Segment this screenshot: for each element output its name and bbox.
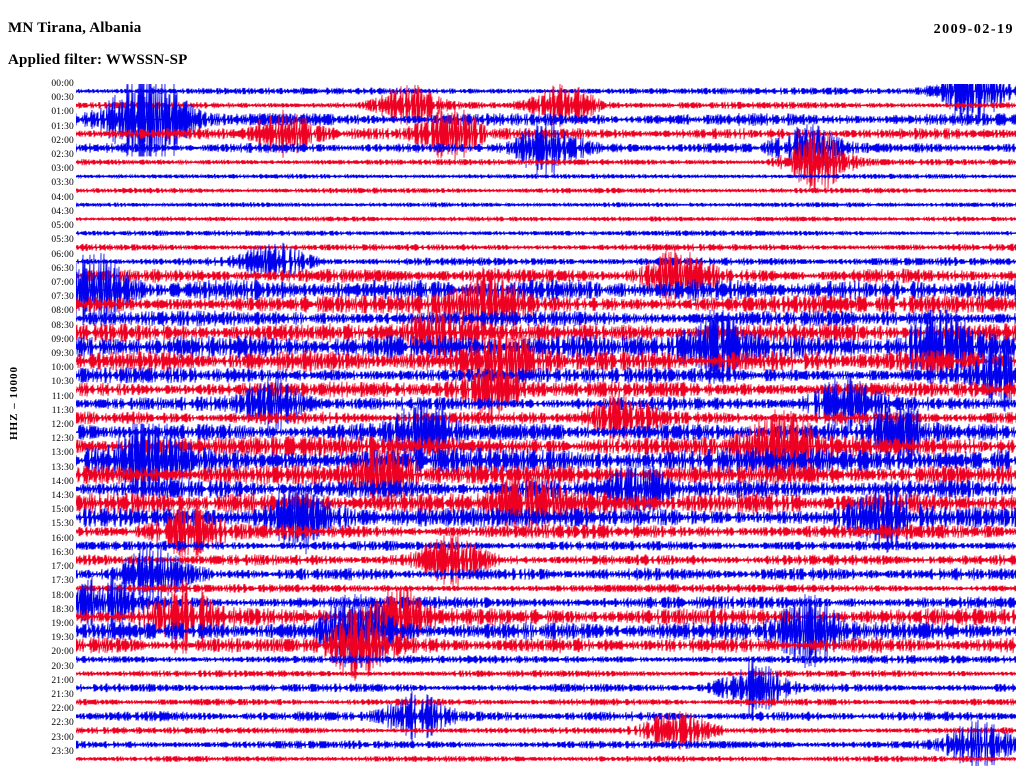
time-tick-label: 15:00: [51, 505, 74, 516]
time-tick-label: 06:30: [51, 263, 74, 274]
y-axis-label: [2, 364, 20, 440]
time-tick-label: 04:00: [51, 192, 74, 203]
time-tick-label: 23:00: [51, 732, 74, 743]
plot-date: 2009-02-19: [933, 22, 1014, 37]
time-tick-label: 16:30: [51, 547, 74, 558]
time-tick-label: 00:30: [51, 93, 74, 104]
time-tick-label: 07:30: [51, 292, 74, 303]
time-tick-label: 18:30: [51, 604, 74, 615]
time-tick-label: 01:00: [51, 107, 74, 118]
time-tick-label: 09:00: [51, 334, 74, 345]
time-tick-label: 05:00: [51, 221, 74, 232]
time-tick-label: 19:00: [51, 618, 74, 629]
time-axis-ticks: [24, 79, 74, 766]
time-tick-label: 22:30: [51, 718, 74, 729]
time-tick-label: 11:00: [51, 391, 74, 402]
time-tick-label: 01:30: [51, 121, 74, 132]
time-tick-label: 05:30: [51, 235, 74, 246]
time-tick-label: 03:00: [51, 164, 74, 175]
time-tick-label: 10:00: [51, 363, 74, 374]
time-tick-label: 17:00: [51, 562, 74, 573]
time-tick-label: 22:00: [51, 704, 74, 715]
time-tick-label: 13:30: [51, 462, 74, 473]
time-tick-label: 19:30: [51, 633, 74, 644]
time-tick-label: 00:00: [51, 79, 74, 89]
time-tick-label: 02:30: [51, 150, 74, 161]
time-tick-label: 06:00: [51, 249, 74, 260]
time-tick-label: 02:00: [51, 135, 74, 146]
time-tick-label: 17:30: [51, 576, 74, 587]
seismogram-traces: [76, 84, 1016, 766]
time-tick-label: 18:00: [51, 590, 74, 601]
time-tick-label: 13:00: [51, 448, 74, 459]
time-tick-label: 04:30: [51, 206, 74, 217]
helicorder-plot: [76, 84, 1016, 766]
time-tick-label: 09:30: [51, 348, 74, 359]
time-tick-label: 11:30: [51, 405, 74, 416]
time-tick-label: 12:00: [51, 420, 74, 430]
time-tick-label: 08:00: [51, 306, 74, 317]
time-tick-label: 16:00: [51, 533, 74, 544]
time-tick-label: 10:30: [51, 377, 74, 388]
time-tick-label: 15:30: [51, 519, 74, 530]
time-tick-label: 12:30: [51, 434, 74, 445]
time-tick-label: 14:00: [51, 476, 74, 487]
time-tick-label: 07:00: [51, 277, 74, 288]
time-tick-label: 20:30: [51, 661, 74, 672]
time-tick-label: 03:30: [51, 178, 74, 189]
page-title: MN Tirana, Albania: [8, 20, 142, 36]
time-tick-label: 14:30: [51, 491, 74, 502]
time-tick-label: 21:00: [51, 675, 74, 686]
time-tick-label: 23:30: [51, 746, 74, 757]
applied-filter-label: Applied filter: WWSSN-SP: [8, 52, 188, 68]
y-axis-label-text: HHZ – 10000: [8, 366, 20, 440]
time-tick-label: 21:30: [51, 689, 74, 700]
time-tick-label: 08:30: [51, 320, 74, 331]
time-tick-label: 20:00: [51, 647, 74, 658]
